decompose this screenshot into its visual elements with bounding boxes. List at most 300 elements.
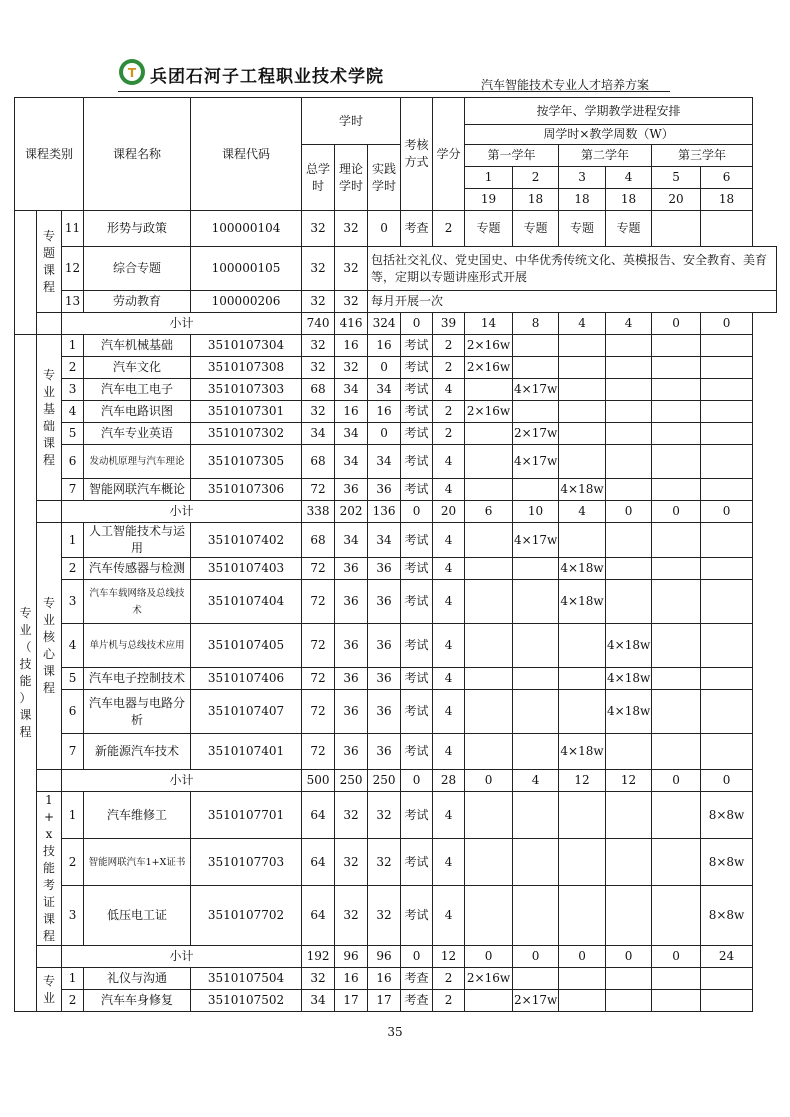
term-cell	[559, 792, 606, 839]
course-code-cell: 3510107407	[191, 690, 302, 734]
exam-type-cell: 考查	[401, 990, 433, 1012]
term-cell: 2×16w	[465, 401, 513, 423]
course-row	[15, 734, 777, 770]
seq-cell: 2	[62, 990, 84, 1012]
header-theory: 理论学时	[335, 145, 368, 211]
core-course-label	[37, 523, 62, 770]
term-cell	[513, 839, 559, 886]
term-cell	[559, 990, 606, 1012]
term-cell	[465, 423, 513, 445]
subtotal-term: 0	[701, 313, 753, 335]
exam-type-cell: 考试	[401, 886, 433, 946]
term-cell	[513, 968, 559, 990]
exam-type-cell: 考查	[401, 211, 433, 247]
total-hours-cell: 72	[302, 558, 335, 580]
header-code: 课程代码	[191, 98, 302, 211]
term-header: 6	[701, 167, 753, 189]
term-cell	[465, 886, 513, 946]
total-hours-cell: 72	[302, 479, 335, 501]
course-name-cell: 汽车车身修复	[84, 990, 191, 1012]
course-name-cell: 汽车维修工	[84, 792, 191, 839]
credit-cell: 4	[433, 624, 465, 668]
exam-type-cell: 考试	[401, 335, 433, 357]
term-cell: 4×18w	[559, 580, 606, 624]
course-name-cell: 汽车传感器与检测	[84, 558, 191, 580]
practice-hours-cell: 32	[368, 792, 401, 839]
term-cell	[701, 211, 753, 247]
exam-type-cell: 考试	[401, 839, 433, 886]
subtotal-theory: 250	[335, 770, 368, 792]
term-cell: 2×16w	[465, 335, 513, 357]
practice-hours-cell: 17	[368, 990, 401, 1012]
course-row	[15, 624, 777, 668]
header-total: 总学时	[302, 145, 335, 211]
weeks-header: 20	[652, 189, 701, 211]
exam-type-cell: 考试	[401, 668, 433, 690]
theory-hours-cell: 17	[335, 990, 368, 1012]
course-code-cell: 3510107702	[191, 886, 302, 946]
exam-type-cell: 考试	[401, 558, 433, 580]
term-cell	[652, 379, 701, 401]
term-cell	[701, 968, 753, 990]
course-name-cell: 智能网联汽车概论	[84, 479, 191, 501]
course-row	[15, 211, 777, 247]
term-cell	[701, 690, 753, 734]
theory-hours-cell: 16	[335, 401, 368, 423]
course-row	[15, 580, 777, 624]
credit-cell: 4	[433, 668, 465, 690]
subtotal-term: 14	[465, 313, 513, 335]
course-name-cell: 低压电工证	[84, 886, 191, 946]
total-hours-cell: 32	[302, 211, 335, 247]
term-cell	[559, 401, 606, 423]
practice-hours-cell: 34	[368, 523, 401, 558]
term-cell	[465, 792, 513, 839]
seq-cell: 2	[62, 558, 84, 580]
subtotal-term: 10	[513, 501, 559, 523]
term-cell	[513, 401, 559, 423]
term-cell	[513, 479, 559, 501]
course-code-cell: 3510107303	[191, 379, 302, 401]
course-code-cell: 3510107405	[191, 624, 302, 668]
term-cell	[652, 886, 701, 946]
total-hours-cell: 64	[302, 792, 335, 839]
term-cell	[652, 690, 701, 734]
term-cell	[652, 211, 701, 247]
credit-cell: 2	[433, 423, 465, 445]
term-cell	[513, 734, 559, 770]
term-cell	[652, 523, 701, 558]
course-name-cell: 形势与政策	[84, 211, 191, 247]
header-credit: 学分	[433, 98, 465, 211]
theory-hours-cell: 36	[335, 580, 368, 624]
elective-course-label-text: 专 业	[42, 973, 55, 1005]
term-cell	[652, 624, 701, 668]
course-code-cell: 3510107402	[191, 523, 302, 558]
course-code-cell: 3510107308	[191, 357, 302, 379]
term-cell	[465, 558, 513, 580]
term-cell	[701, 479, 753, 501]
subtotal-term: 24	[701, 946, 753, 968]
blank-cell	[37, 770, 62, 792]
term-cell	[606, 734, 652, 770]
course-code-cell: 3510107406	[191, 668, 302, 690]
practice-hours-cell: 32	[368, 839, 401, 886]
theory-hours-cell: 34	[335, 523, 368, 558]
term-cell	[701, 668, 753, 690]
theory-hours-cell: 32	[335, 291, 368, 313]
course-row	[15, 379, 777, 401]
credit-cell: 4	[433, 479, 465, 501]
subtotal-term: 0	[513, 946, 559, 968]
total-hours-cell: 72	[302, 690, 335, 734]
practice-hours-cell: 16	[368, 968, 401, 990]
term-cell	[606, 558, 652, 580]
total-hours-cell: 32	[302, 401, 335, 423]
subtotal-term: 0	[606, 501, 652, 523]
term-cell	[465, 445, 513, 479]
subtotal-credit: 39	[433, 313, 465, 335]
course-code-cell: 100000104	[191, 211, 302, 247]
major-course-label	[15, 335, 37, 1012]
term-cell	[701, 580, 753, 624]
theory-hours-cell: 36	[335, 558, 368, 580]
course-name-cell: 汽车电路识图	[84, 401, 191, 423]
course-code-cell: 100000105	[191, 247, 302, 291]
course-code-cell: 3510107306	[191, 479, 302, 501]
subtotal-row	[15, 946, 777, 968]
theory-hours-cell: 34	[335, 445, 368, 479]
course-row	[15, 423, 777, 445]
practice-hours-cell: 36	[368, 734, 401, 770]
seq-cell: 1	[62, 335, 84, 357]
seq-cell: 6	[62, 690, 84, 734]
term-cell	[606, 357, 652, 379]
subtotal-theory: 96	[335, 946, 368, 968]
course-name-cell: 综合专题	[84, 247, 191, 291]
exam-type-cell: 考试	[401, 792, 433, 839]
credit-cell: 2	[433, 401, 465, 423]
course-code-cell: 3510107304	[191, 335, 302, 357]
exam-type-cell: 考试	[401, 580, 433, 624]
subtotal-term: 0	[652, 313, 701, 335]
term-cell: 4×17w	[513, 523, 559, 558]
term-cell: 4×17w	[513, 445, 559, 479]
course-code-cell: 100000206	[191, 291, 302, 313]
term-cell: 8×8w	[701, 792, 753, 839]
course-row	[15, 839, 777, 886]
total-hours-cell: 32	[302, 968, 335, 990]
theory-hours-cell: 32	[335, 211, 368, 247]
term-cell	[652, 357, 701, 379]
term-cell	[606, 479, 652, 501]
seq-cell: 11	[62, 211, 84, 247]
term-cell: 专题	[465, 211, 513, 247]
term-cell: 4×18w	[559, 734, 606, 770]
subtotal-term: 4	[513, 770, 559, 792]
weeks-header: 19	[465, 189, 513, 211]
subtotal-term: 0	[606, 946, 652, 968]
basic-course-label	[37, 335, 62, 501]
term-cell	[559, 357, 606, 379]
theory-hours-cell: 36	[335, 479, 368, 501]
term-cell	[606, 580, 652, 624]
subtotal-exam: 0	[401, 501, 433, 523]
course-name-cell: 单片机与总线技术应用	[84, 624, 191, 668]
course-name-cell: 礼仪与沟通	[84, 968, 191, 990]
basic-course-label-text: 专 业 基 础 课 程	[42, 367, 55, 467]
total-hours-cell: 32	[302, 357, 335, 379]
course-code-cell: 3510107301	[191, 401, 302, 423]
subtotal-total: 500	[302, 770, 335, 792]
course-row	[15, 479, 777, 501]
practice-hours-cell: 0	[368, 357, 401, 379]
header-name: 课程名称	[84, 98, 191, 211]
blank-cell	[15, 211, 37, 313]
theory-hours-cell: 32	[335, 357, 368, 379]
total-hours-cell: 32	[302, 335, 335, 357]
term-cell	[701, 624, 753, 668]
term-cell	[513, 558, 559, 580]
course-row	[15, 668, 777, 690]
theory-hours-cell: 34	[335, 379, 368, 401]
term-cell	[652, 734, 701, 770]
course-code-cell: 3510107502	[191, 990, 302, 1012]
theory-hours-cell: 16	[335, 968, 368, 990]
header-year2: 第二学年	[559, 145, 652, 167]
term-cell	[465, 379, 513, 401]
total-hours-cell: 34	[302, 423, 335, 445]
practice-hours-cell: 36	[368, 690, 401, 734]
cert-course-label	[37, 792, 62, 946]
seq-cell: 1	[62, 523, 84, 558]
term-header: 5	[652, 167, 701, 189]
subtotal-exam: 0	[401, 313, 433, 335]
seq-cell: 3	[62, 886, 84, 946]
exam-type-cell: 考试	[401, 379, 433, 401]
subtotal-practice: 96	[368, 946, 401, 968]
term-cell: 2×16w	[465, 968, 513, 990]
header-exam: 考核方式	[401, 98, 433, 211]
course-name-cell: 发动机原理与汽车理论	[84, 445, 191, 479]
term-cell	[652, 668, 701, 690]
course-code-cell: 3510107701	[191, 792, 302, 839]
term-cell	[559, 968, 606, 990]
seq-cell: 2	[62, 357, 84, 379]
seq-cell: 5	[62, 668, 84, 690]
subtotal-label: 小计	[62, 946, 302, 968]
subtotal-term: 0	[701, 501, 753, 523]
subtotal-practice: 250	[368, 770, 401, 792]
term-cell	[652, 479, 701, 501]
course-row	[15, 886, 777, 946]
course-name-cell: 汽车电器与电路分析	[84, 690, 191, 734]
weeks-header: 18	[513, 189, 559, 211]
practice-hours-cell: 36	[368, 624, 401, 668]
term-cell: 4×18w	[559, 479, 606, 501]
exam-type-cell: 考试	[401, 479, 433, 501]
total-hours-cell: 32	[302, 247, 335, 291]
term-cell	[465, 523, 513, 558]
term-cell	[559, 523, 606, 558]
course-code-cell: 3510107305	[191, 445, 302, 479]
practice-hours-cell: 36	[368, 580, 401, 624]
term-cell	[652, 558, 701, 580]
term-cell	[513, 690, 559, 734]
total-hours-cell: 64	[302, 839, 335, 886]
credit-cell: 2	[433, 357, 465, 379]
subtotal-term: 8	[513, 313, 559, 335]
term-cell: 2×17w	[513, 423, 559, 445]
seq-cell: 13	[62, 291, 84, 313]
term-cell: 4×18w	[559, 558, 606, 580]
term-cell	[465, 990, 513, 1012]
svg-text:T: T	[127, 66, 137, 80]
exam-type-cell: 考试	[401, 423, 433, 445]
major-course-label-text: 专 业 （ 技 能 ） 课 程	[19, 606, 32, 739]
practice-hours-cell: 32	[368, 886, 401, 946]
course-name-cell: 人工智能技术与运用	[84, 523, 191, 558]
term-cell	[652, 839, 701, 886]
exam-type-cell: 考查	[401, 968, 433, 990]
header-hours: 学时	[302, 98, 401, 145]
theory-hours-cell: 32	[335, 792, 368, 839]
theory-hours-cell: 36	[335, 668, 368, 690]
credit-cell: 4	[433, 734, 465, 770]
seq-cell: 3	[62, 379, 84, 401]
special-course-label	[37, 211, 62, 313]
credit-cell: 4	[433, 886, 465, 946]
practice-hours-cell: 36	[368, 558, 401, 580]
subtotal-term: 0	[652, 946, 701, 968]
document-title: 汽车智能技术专业人才培养方案	[481, 78, 650, 92]
term-cell	[701, 401, 753, 423]
credit-cell: 4	[433, 580, 465, 624]
subtotal-term: 4	[559, 313, 606, 335]
subtotal-term: 0	[465, 946, 513, 968]
subtotal-label: 小计	[62, 770, 302, 792]
term-cell	[513, 335, 559, 357]
course-row	[15, 523, 777, 558]
header-category: 课程类别	[15, 98, 84, 211]
subtotal-theory: 202	[335, 501, 368, 523]
term-cell	[606, 423, 652, 445]
term-cell	[701, 523, 753, 558]
course-code-cell: 3510107504	[191, 968, 302, 990]
term-cell: 4×18w	[606, 668, 652, 690]
term-cell	[701, 335, 753, 357]
term-cell	[701, 734, 753, 770]
credit-cell: 4	[433, 839, 465, 886]
term-cell: 专题	[559, 211, 606, 247]
course-code-cell: 3510107302	[191, 423, 302, 445]
header-schedule: 按学年、学期教学进程安排	[465, 98, 753, 125]
term-cell	[606, 335, 652, 357]
subtotal-practice: 136	[368, 501, 401, 523]
credit-cell: 2	[433, 968, 465, 990]
total-hours-cell: 72	[302, 668, 335, 690]
term-cell	[465, 624, 513, 668]
course-row	[15, 357, 777, 379]
course-row	[15, 401, 777, 423]
course-row	[15, 247, 777, 291]
cert-course-label-text: 1 + x 技 能 考 证 课 程	[42, 793, 55, 943]
subtotal-exam: 0	[401, 770, 433, 792]
term-cell	[652, 580, 701, 624]
subtotal-practice: 324	[368, 313, 401, 335]
seq-cell: 5	[62, 423, 84, 445]
subtotal-theory: 416	[335, 313, 368, 335]
subtotal-term: 0	[652, 770, 701, 792]
subtotal-term: 0	[652, 501, 701, 523]
credit-cell: 4	[433, 690, 465, 734]
subtotal-total: 338	[302, 501, 335, 523]
total-hours-cell: 68	[302, 523, 335, 558]
term-cell	[606, 839, 652, 886]
course-row	[15, 445, 777, 479]
course-row	[15, 990, 777, 1012]
seq-cell: 2	[62, 839, 84, 886]
credit-cell: 4	[433, 379, 465, 401]
subtotal-credit: 28	[433, 770, 465, 792]
credit-cell: 2	[433, 990, 465, 1012]
subtotal-exam: 0	[401, 946, 433, 968]
theory-hours-cell: 16	[335, 335, 368, 357]
term-cell	[652, 401, 701, 423]
theory-hours-cell: 36	[335, 734, 368, 770]
term-header: 4	[606, 167, 652, 189]
term-cell: 4×17w	[513, 379, 559, 401]
subtotal-row	[15, 501, 777, 523]
course-name-cell: 新能源汽车技术	[84, 734, 191, 770]
course-name-cell: 汽车机械基础	[84, 335, 191, 357]
blank-cell	[15, 313, 37, 335]
header-year1: 第一学年	[465, 145, 559, 167]
subtotal-total: 192	[302, 946, 335, 968]
exam-type-cell: 考试	[401, 357, 433, 379]
header-year3: 第三学年	[652, 145, 753, 167]
term-cell	[652, 423, 701, 445]
course-row	[15, 968, 777, 990]
header-weekly: 周学时×教学周数（W）	[465, 125, 753, 145]
term-cell: 2×16w	[465, 357, 513, 379]
term-cell	[513, 580, 559, 624]
subtotal-row	[15, 770, 777, 792]
note-cell: 每月开展一次	[368, 291, 777, 313]
term-cell	[606, 401, 652, 423]
term-header: 1	[465, 167, 513, 189]
term-cell	[606, 968, 652, 990]
theory-hours-cell: 36	[335, 624, 368, 668]
term-cell: 8×8w	[701, 886, 753, 946]
theory-hours-cell: 32	[335, 886, 368, 946]
course-schedule-table	[14, 97, 777, 1012]
term-cell	[606, 445, 652, 479]
course-name-cell: 汽车电工电子	[84, 379, 191, 401]
credit-cell: 4	[433, 523, 465, 558]
seq-cell: 12	[62, 247, 84, 291]
credit-cell: 4	[433, 445, 465, 479]
practice-hours-cell: 34	[368, 445, 401, 479]
term-cell	[701, 423, 753, 445]
term-cell	[606, 886, 652, 946]
seq-cell: 3	[62, 580, 84, 624]
term-cell	[465, 734, 513, 770]
course-name-cell: 劳动教育	[84, 291, 191, 313]
term-cell	[559, 335, 606, 357]
subtotal-term: 6	[465, 501, 513, 523]
term-cell	[559, 886, 606, 946]
